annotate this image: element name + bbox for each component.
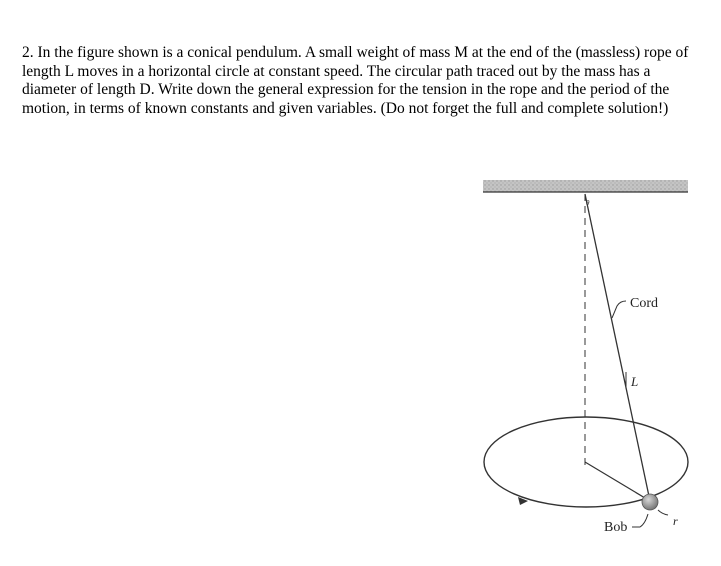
problem-statement: 2. In the figure shown is a conical pendulum. A small weight of mass M at the end of the (massless) rope of length L moves in a horizontal circle at constant speed. The circular path traced out by the mass has a diameter of length D. Write down the general expression for the tension in the rope and the period of the motion, in terms of known constants and given variables. (Do not forget the full and complete solution!) [22, 44, 689, 117]
ceiling-support [483, 180, 688, 192]
bob-label: Bob [604, 520, 628, 535]
cord-leader [612, 301, 626, 318]
radius-leader [658, 510, 668, 515]
length-label: L [631, 374, 639, 389]
radius-line [585, 462, 650, 501]
cord-label: Cord [630, 296, 658, 311]
radius-label: r [673, 514, 678, 528]
cord [585, 194, 650, 501]
bob [642, 494, 658, 510]
theta-label: θ [586, 199, 590, 207]
bob-leader [632, 514, 648, 527]
